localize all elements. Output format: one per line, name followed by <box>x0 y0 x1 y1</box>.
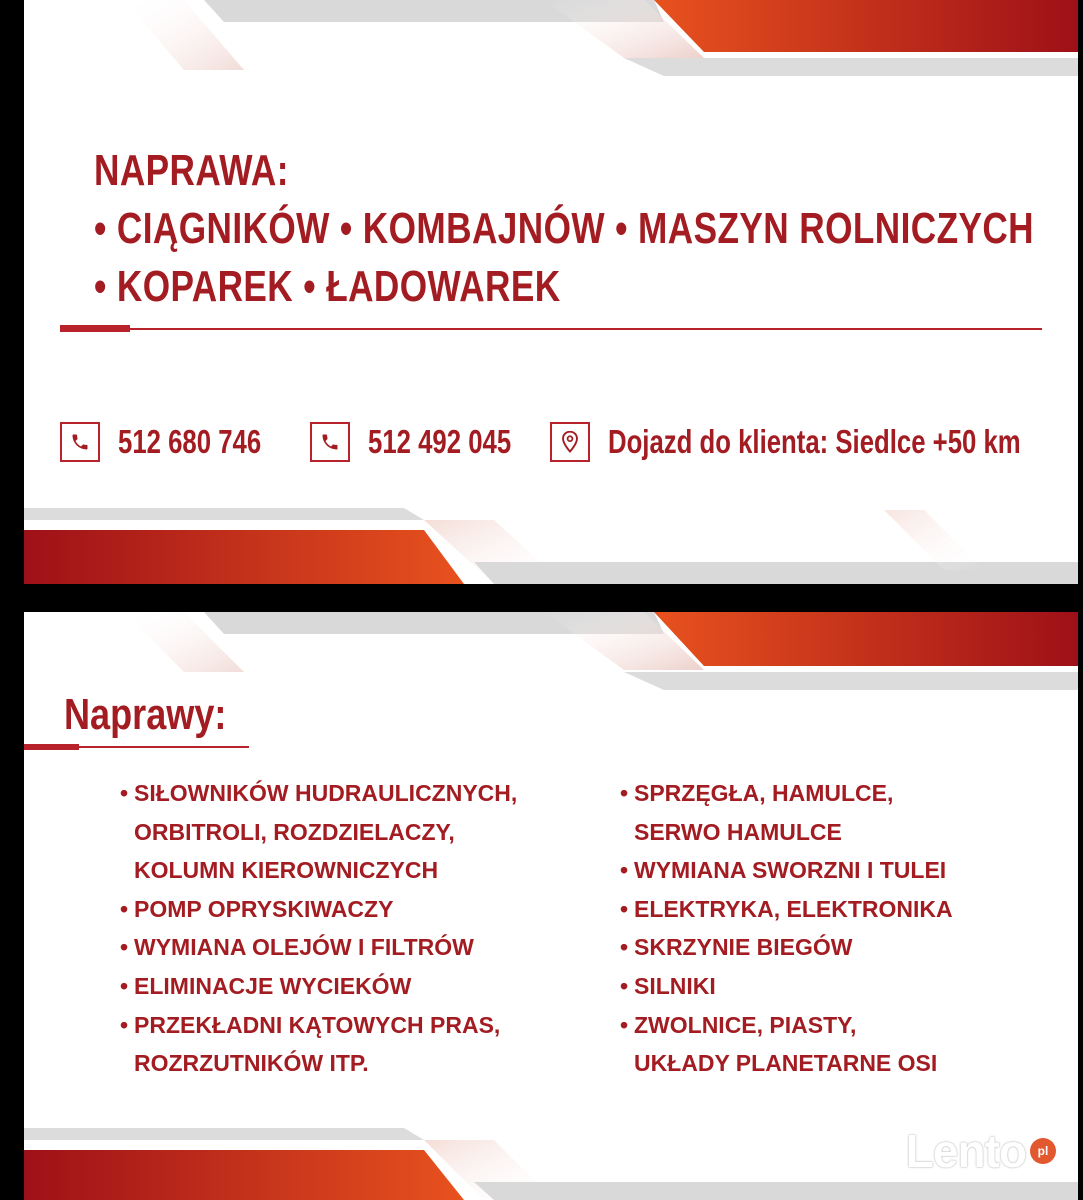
lento-watermark-logo: Lento pl <box>906 1124 1056 1178</box>
top-decorative-stripes <box>24 0 1078 90</box>
phone-icon <box>310 422 350 462</box>
service-area-text: Dojazd do klienta: Siedlce +50 km <box>608 423 1021 460</box>
contact-phone-1[interactable] <box>60 418 302 466</box>
heading-line-1: NAPRAWA: <box>94 146 289 195</box>
divider-line <box>60 328 1042 330</box>
heading-underline-accent <box>24 744 79 750</box>
services-list-heading: Naprawy: <box>64 690 227 739</box>
services-heading <box>94 142 1034 316</box>
list-item: • SILNIKI <box>620 972 716 999</box>
list-item: • ELIMINACJE WYCIEKÓW <box>120 972 412 999</box>
contact-location <box>550 418 1078 466</box>
business-card-front <box>24 0 1078 584</box>
contact-phone-2[interactable] <box>310 418 552 466</box>
list-item: • SPRZĘGŁA, HAMULCE, SERWO HAMULCE <box>620 780 894 845</box>
heading-line-2: • CIĄGNIKÓW • KOMBAJNÓW • MASZYN ROLNICZYCH <box>94 204 1034 253</box>
heading-line-3: • KOPAREK • ŁADOWAREK <box>94 262 561 311</box>
list-item: • ZWOLNICE, PIASTY, UKŁADY PLANETARNE OSI <box>620 1011 938 1077</box>
list-item: • SKRZYNIE BIEGÓW <box>620 934 853 961</box>
list-item: • WYMIANA SWORZNI I TULEI <box>620 857 947 884</box>
lento-pl-badge: pl <box>1030 1138 1056 1164</box>
services-list-right <box>620 774 953 1083</box>
services-list-left <box>120 774 517 1083</box>
phone-icon <box>60 422 100 462</box>
contact-row <box>60 418 1060 466</box>
location-pin-icon <box>550 422 590 462</box>
list-item: • ELEKTRYKA, ELEKTRONIKA <box>620 895 953 922</box>
phone-number-1: 512 680 746 <box>118 423 262 460</box>
phone-number-2: 512 492 045 <box>368 423 512 460</box>
business-card-back <box>24 612 1078 1200</box>
bottom-decorative-stripes <box>24 490 1078 584</box>
list-item: • WYMIANA OLEJÓW I FILTRÓW <box>120 934 474 961</box>
list-item: • SIŁOWNIKÓW HUDRAULICZNYCH, ORBITROLI, ROZDZIELACZY, KOLUMN KIEROWNICZYCH <box>120 780 518 884</box>
list-item: • PRZEKŁADNI KĄTOWYCH PRAS, ROZRZUTNIKÓW ITP. <box>120 1011 501 1077</box>
divider-accent <box>60 325 130 332</box>
top-decorative-stripes <box>24 612 1078 702</box>
list-item: • POMP OPRYSKIWACZY <box>120 895 394 922</box>
